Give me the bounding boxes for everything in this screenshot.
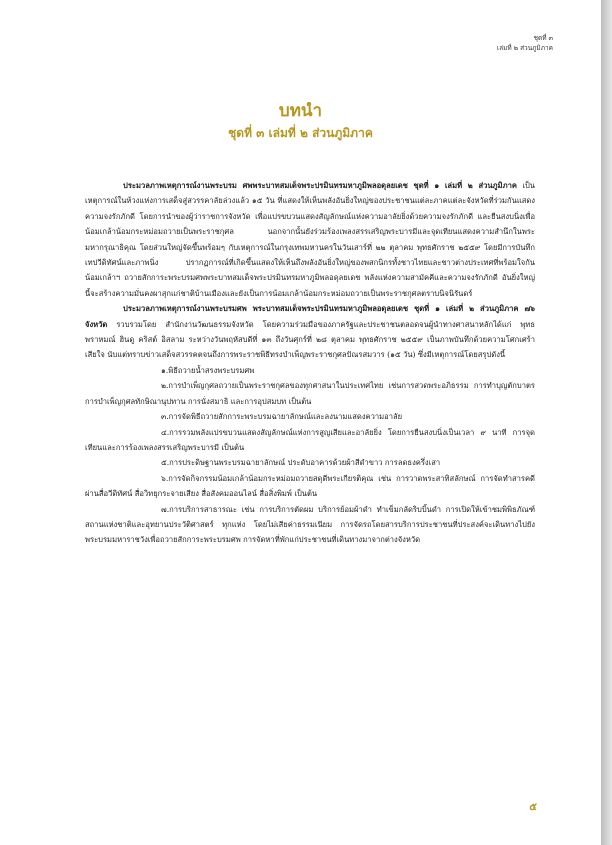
list-item xyxy=(85,455,535,470)
list-item-number: ๓. xyxy=(161,412,169,422)
running-head-volume: เล่มที่ ๒ ส่วนภูมิภาค xyxy=(496,44,553,52)
list-item-text: พิธีถวายน้ำสรงพระบรมศพ xyxy=(168,365,255,375)
list-item-text: การจัดพิธีถวายสักการะพระบรมฉายาลักษณ์และลงนามแสดงความอาลัย xyxy=(168,412,403,422)
page-edge-shadow xyxy=(601,0,612,845)
paragraph-summary-lead: ประมวลภาพเหตุการณ์งานพระบรมศพ พระบาทสมเด็จพระปรมินทรมหาภูมิพลอดุลยเดช ชุดที่ ๑ เล่มที่ ๒ ส่วนภูมิภาค ๗๖ จังหวัด xyxy=(85,304,535,329)
list-item xyxy=(85,409,535,424)
list-item-text: การบำเพ็ญกุศลถวายเป็นพระราชกุศลของทุกศาสนาในประเทศไทย เช่นการสวดพระอภิธรรม การทำบุญตักบาตร การบำเพ็ญกุศลทักษิณานุปทาน การนั่งสมาธิ และการอุปสมบท เป็นต้น xyxy=(85,381,535,406)
list-item-text: การรวมพลังแปรขบวนแสดงสัญลักษณ์แห่งการสูญเสียและอาลัยยิ่ง โดยการยืนสงบนิ่งเป็นเวลา ๙ นาที การจุดเทียนและการร้องเพลงสรรเสริญพระบารมี เป็นต้น xyxy=(85,427,535,452)
list-item-number: ๑. xyxy=(161,365,169,375)
page-number: ๕ xyxy=(529,802,537,813)
list-item xyxy=(85,425,535,456)
list-item xyxy=(85,471,535,502)
list-item-number: ๔. xyxy=(161,427,170,437)
running-head-series: ชุดที่ ๓ xyxy=(533,34,553,42)
list-item-text: การบริการสาธารณะ เช่น การบริการตัดผม บริการย้อมผ้าดำ ทำเข็มกลัดริบบิ้นดำ การเปิดให้เข้าชมพิพิธภัณฑ์สถานแห่งชาติและอุทยานประวัติศาสตร์ ทุกแห่ง โดยไม่เสียค่าธรรมเนียม การจัดรถโดยสารบริการประชาชนที่ประสงค์จะเดินทางไปยังพระบรมมหาราชวังเพื่อถวายสักการะพระบรมศพ การจัดหาที่พักแก่ประชาชนที่เดินทางมาจากต่างจังหวัด xyxy=(85,504,535,545)
list-item xyxy=(85,363,535,378)
paragraph-intro-text: เป็นเหตุการณ์ในห้วงแห่งการเสด็จสู่สวรรคาลัยล่วงแล้ว ๑๕ วัน ที่แสดงให้เห็นพลังอันยิ่งใหญ่ของประชาชนแต่ละภาคแต่ละจังหวัดที่ร่วมกันแสดงความจงรักภักดี โดยการนำของผู้ว่าราชการจังหวัด เพื่อแปรขบวนแสดงสัญลักษณ์แห่งความอาลัยยิ่งด้วยความจงรักภักดี และยืนสงบนิ่งเพื่อน้อมเกล้าน้อมกระหม่อมถวายเป็นพระราชกุศล นอกจากนั้นยังร่วมร้องเพลงสรรเสริญพระบารมีและจุดเทียนแสดงความสำนึกในพระมหากรุณาธิคุณ โดยส่วนใหญ่จัดขึ้นพร้อมๆ กับเหตุการณ์ในกรุงเทพมหานครในวันเสาร์ที่ ๒๒ ตุลาคม พุทธศักราช ๒๕๕๙ โดยมีการบันทึกเทปวีดิทัศน์และภาพนิ่ง ปรากฏการณ์ที่เกิดขึ้นแสดงให้เห็นถึงพลังอันยิ่งใหญ่ของพสกนิกรทั้งชาวไทยและชาวต่างประเทศที่พร้อมใจกันน้อมเกล้าฯ ถวายสักการะพระบรมศพพระบาทสมเด็จพระปรมินทรมหาภูมิพลอดุลยเดช พลังแห่งความสามัคคีและความจงรักภักดี อันยิ่งใหญ่นี้จะสร้างความมั่นคงผาสุกแก่ชาติบ้านเมืองและยังเป็นการน้อมเกล้าน้อมกระหม่อมถวายเป็นพระราชกุศลตราบนิจนิรันดร์ xyxy=(85,181,535,298)
list-item-number: ๕. xyxy=(161,458,170,468)
paragraph-intro xyxy=(85,178,535,301)
page-subtitle: ชุดที่ ๓ เล่มที่ ๒ ส่วนภูมิภาค xyxy=(228,126,373,140)
list-item-number: ๖. xyxy=(161,473,169,483)
page-title: บทนำ xyxy=(278,101,323,121)
body-text xyxy=(85,178,535,548)
paragraph-summary-text: รวบรวมโดย สำนักงานวัฒนธรรมจังหวัด โดยความร่วมมือของภาครัฐและประชาชนตลอดจนผู้นำทางศาสนาหลักได้แก่ พุทธ พราหมณ์ ฮินดู คริสต์ อิสลาม ระหว่างวันพฤหัสบดีที่ ๑๓ ถึงวันศุกร์ที่ ๒๘ ตุลาคม พุทธศักราช ๒๕๕๙ เป็นภาพบันทึกด้วยความโศกเศร้าเสียใจ นับแต่ทราบข่าวเสด็จสวรรคตจนถึงการพระราชพิธีทรงบำเพ็ญพระราชกุศลปัณรสมวาร (๑๕ วัน) ซึ่งมีเหตุการณ์โดยสรุปดังนี้ xyxy=(85,319,535,360)
list-item xyxy=(85,378,535,409)
list-item-number: ๗. xyxy=(161,504,170,514)
list-item-text: การประดิษฐานพระบรมฉายาลักษณ์ ประดับอาคารด้วยผ้าสีดำขาว การลดธงครึ่งเสา xyxy=(169,458,441,468)
list-item-number: ๒. xyxy=(161,381,169,391)
list-item-text: การจัดกิจกรรมน้อมเกล้าน้อมกระหม่อมถวายสดุดีพระเกียรติคุณ เช่น การวาดพระสาทิสลักษณ์ การจัดทำสารคดีผ่านสื่อวีดิทัศน์ สื่อวิทยุกระจายเสียง สื่อสังคมออนไลน์ สื่อสิ่งพิมพ์ เป็นต้น xyxy=(85,473,535,499)
paragraph-intro-lead: ประมวลภาพเหตุการณ์งานพระบรม ศพพระบาทสมเด็จพระปรมินทรมหาภูมิพลอดุลยเดช ชุดที่ ๑ เล่มที่ ๒ ส่วนภูมิภาค xyxy=(123,181,517,190)
running-head xyxy=(497,33,553,53)
paragraph-summary xyxy=(85,301,535,363)
list-item xyxy=(85,502,535,548)
